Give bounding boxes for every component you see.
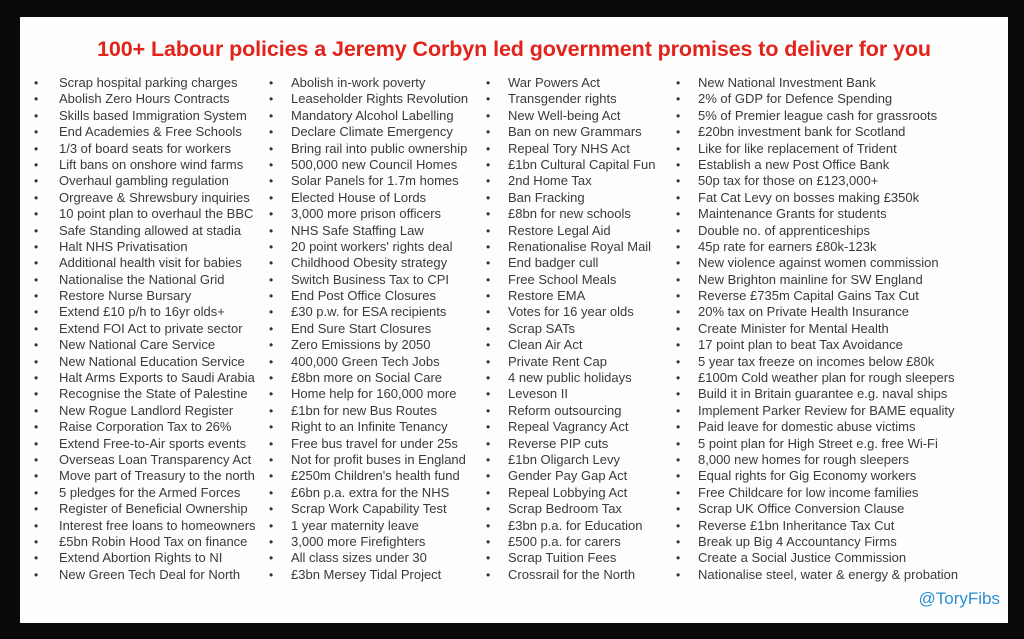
bullet-icon: • [34,239,39,254]
bullet-icon: • [676,551,681,566]
policy-text: Build it in Britain guarantee e.g. naval ships [698,386,948,402]
bullet-icon: • [676,321,681,336]
bullet-icon: • [676,354,681,369]
bullet-icon: • [486,108,491,123]
policy-text: Restore Legal Aid [508,222,611,238]
policy-text: Reverse PIP cuts [508,435,609,451]
bullet-icon: • [676,502,681,517]
poster-title: 100+ Labour policies a Jeremy Corbyn led government promises to deliver for you [97,37,931,61]
policy-text: Extend £10 p/h to 16yr olds+ [59,304,225,320]
bullet-icon: • [676,125,681,140]
bullet-icon: • [486,567,491,582]
bullet-icon: • [486,174,491,189]
bullet-icon: • [34,469,39,484]
policy-text: Establish a new Post Office Bank [698,156,890,172]
policy-text: Halt NHS Privatisation [59,238,188,254]
policy-text: Halt Arms Exports to Saudi Arabia [59,370,255,386]
policy-text: 5 point plan for High Street e.g. free Wi-Fi [698,435,938,451]
policy-text: End badger cull [508,255,599,271]
bullet-icon: • [486,207,491,222]
policy-text: Maintenance Grants for students [698,206,887,222]
bullet-icon: • [486,354,491,369]
bullet-icon: • [269,76,274,90]
bullet-icon: • [486,256,491,271]
bullet-icon: • [486,239,491,254]
policy-text: New Green Tech Deal for North [59,566,241,582]
bullet-icon: • [486,190,491,205]
policy-text: Equal rights for Gig Economy workers [698,468,917,484]
policy-text: Restore Nurse Bursary [59,288,192,304]
bullet-icon: • [269,289,274,304]
policy-text: 50p tax for those on £123,000+ [698,173,879,189]
bullet-icon: • [676,256,681,271]
bullet-icon: • [269,207,274,222]
bullet-icon: • [34,534,39,549]
bullet-icon: • [34,92,39,107]
bullet-icon: • [269,534,274,549]
policy-text: Home help for 160,000 more [291,386,457,402]
bullet-icon: • [486,534,491,549]
policy-text: 2% of GDP for Defence Spending [698,91,893,107]
policy-text: Scrap Bedroom Tax [508,501,622,517]
policy-text: Abolish Zero Hours Contracts [59,91,230,107]
policy-text: New Rogue Landlord Register [59,402,234,418]
policy-text: End Post Office Closures [291,288,436,304]
bullet-icon: • [486,272,491,287]
policy-text: Scrap SATs [508,320,575,336]
bullet-icon: • [486,420,491,435]
policy-text: Register of Beneficial Ownership [59,501,248,517]
twitter-handle: @ToryFibs [918,589,1000,608]
policy-text: New Well-being Act [508,107,621,123]
policy-text: £3bn p.a. for Education [508,517,643,533]
bullet-icon: • [269,256,274,271]
policy-text: Reverse £1bn Inheritance Tax Cut [698,517,895,533]
policy-text: Orgreave & Shrewsbury inquiries [59,189,250,205]
bullet-icon: • [34,305,39,320]
policy-text: 1 year maternity leave [291,517,419,533]
policy-text: £5bn Robin Hood Tax on finance [59,533,248,549]
policy-text: Bring rail into public ownership [291,140,468,156]
policy-text: £8bn for new schools [508,206,631,222]
policy-text: Right to an Infinite Tenancy [291,419,448,435]
policy-text: End Sure Start Closures [291,320,432,336]
policy-text: £8bn more on Social Care [291,370,443,386]
policy-text: Fat Cat Levy on bosses making £350k [698,189,920,205]
policy-text: Ban on new Grammars [508,124,642,140]
policy-text: £1bn Cultural Capital Fun [508,156,656,172]
policy-text: Abolish in-work poverty [291,75,426,90]
bullet-icon: • [486,387,491,402]
policy-text: Renationalise Royal Mail [508,238,652,254]
bullet-icon: • [34,403,39,418]
bullet-icon: • [486,125,491,140]
policy-text: £100m Cold weather plan for rough sleepers [698,370,955,386]
bullet-icon: • [269,403,274,418]
bullet-icon: • [269,551,274,566]
policy-text: Safe Standing allowed at stadia [59,222,242,238]
bullet-icon: • [676,518,681,533]
bullet-icon: • [269,223,274,238]
bullet-icon: • [269,92,274,107]
bullet-icon: • [486,502,491,517]
policy-text: Declare Climate Emergency [291,124,453,140]
policy-text: NHS Safe Staffing Law [291,222,424,238]
bullet-icon: • [676,272,681,287]
bullet-icon: • [676,174,681,189]
bullet-icon: • [486,289,491,304]
policy-text: All class sizes under 30 [291,550,427,566]
policy-text: Not for profit buses in England [291,451,466,467]
bullet-icon: • [34,289,39,304]
bullet-icon: • [676,469,681,484]
bullet-icon: • [486,92,491,107]
policy-text: Move part of Treasury to the north [59,468,255,484]
policy-text: Interest free loans to homeowners [59,517,256,533]
policy-text: 500,000 new Council Homes [291,156,458,172]
policy-text: Zero Emissions by 2050 [291,337,431,353]
bullet-icon: • [34,485,39,500]
policy-text: Repeal Lobbying Act [508,484,628,500]
policy-text: Private Rent Cap [508,353,607,369]
bullet-icon: • [676,305,681,320]
policy-text: End Academies & Free Schools [59,124,242,140]
policy-text: 20% tax on Private Health Insurance [698,304,910,320]
bullet-icon: • [34,354,39,369]
policy-text: 5% of Premier league cash for grassroots [698,107,938,123]
policy-text: Reverse £735m Capital Gains Tax Cut [698,288,919,304]
policy-text: Double no. of apprenticeships [698,222,871,238]
policy-text: Elected House of Lords [291,189,427,205]
policy-text: 5 year tax freeze on incomes below £80k [698,353,935,369]
bullet-icon: • [269,518,274,533]
bullet-icon: • [676,387,681,402]
policy-text: Mandatory Alcohol Labelling [291,107,454,123]
bullet-icon: • [676,403,681,418]
bullet-icon: • [676,436,681,451]
bullet-icon: • [269,239,274,254]
policy-text: 3,000 more prison officers [291,206,442,222]
bullet-icon: • [676,92,681,107]
policy-text: Like for like replacement of Trident [698,140,897,156]
policy-text: Restore EMA [508,288,586,304]
bullet-icon: • [269,420,274,435]
bullet-icon: • [34,551,39,566]
policy-text: Repeal Vagrancy Act [508,419,629,435]
policy-text: 1/3 of board seats for workers [59,140,231,156]
policy-text: Leveson II [508,386,568,402]
policy-text: New National Investment Bank [698,75,876,90]
bullet-icon: • [486,518,491,533]
bullet-icon: • [269,371,274,386]
bullet-icon: • [34,108,39,123]
bullet-icon: • [486,223,491,238]
policy-text: £30 p.w. for ESA recipients [291,304,447,320]
policy-text: New National Care Service [59,337,216,353]
policy-text: Nationalise the National Grid [59,271,225,287]
policy-text: New National Education Service [59,353,245,369]
policy-text: Skills based Immigration System [59,107,247,123]
bullet-icon: • [269,354,274,369]
policy-text: New Brighton mainline for SW England [698,271,923,287]
bullet-icon: • [269,157,274,172]
bullet-icon: • [269,338,274,353]
bullet-icon: • [269,485,274,500]
policy-text: Childhood Obesity strategy [291,255,448,271]
bullet-icon: • [269,125,274,140]
bullet-icon: • [269,108,274,123]
bullet-icon: • [269,502,274,517]
bullet-icon: • [269,272,274,287]
bullet-icon: • [269,436,274,451]
bullet-icon: • [269,141,274,156]
bullet-icon: • [486,403,491,418]
policy-text: 2nd Home Tax [508,173,592,189]
policy-text: Additional health visit for babies [59,255,242,271]
bullet-icon: • [34,371,39,386]
policy-text: 20 point workers' rights deal [291,238,453,254]
policy-text: Votes for 16 year olds [508,304,634,320]
bullet-icon: • [34,452,39,467]
bullet-icon: • [676,534,681,549]
bullet-icon: • [34,223,39,238]
bullet-icon: • [676,289,681,304]
bullet-icon: • [676,338,681,353]
policy-text: £1bn Oligarch Levy [508,451,621,467]
bullet-icon: • [486,338,491,353]
bullet-icon: • [34,76,39,90]
policy-text: Scrap Work Capability Test [291,501,447,517]
bullet-icon: • [676,452,681,467]
bullet-icon: • [486,551,491,566]
policy-text: 45p rate for earners £80k-123k [698,238,877,254]
policy-text: 8,000 new homes for rough sleepers [698,451,910,467]
bullet-icon: • [34,256,39,271]
policy-text: Extend Free-to-Air sports events [59,435,247,451]
policy-text: Ban Fracking [508,189,585,205]
policy-text: Create a Social Justice Commission [698,550,907,566]
policy-text: Free Childcare for low income families [698,484,919,500]
policy-text: Nationalise steel, water & energy & probation [698,566,959,582]
policy-text: Reform outsourcing [508,402,622,418]
bullet-icon: • [676,141,681,156]
bullet-icon: • [269,305,274,320]
policy-text: Recognise the State of Palestine [59,386,248,402]
bullet-icon: • [269,174,274,189]
bullet-icon: • [486,305,491,320]
bullet-icon: • [676,485,681,500]
policy-text: Extend Abortion Rights to NI [59,550,223,566]
policy-text: Extend FOI Act to private sector [59,320,243,336]
bullet-icon: • [34,518,39,533]
policy-text: Crossrail for the North [508,566,636,582]
bullet-icon: • [34,125,39,140]
bullet-icon: • [34,141,39,156]
policy-text: Overseas Loan Transparency Act [59,451,252,467]
policy-text: Leaseholder Rights Revolution [291,91,469,107]
bullet-icon: • [269,567,274,582]
bullet-icon: • [486,141,491,156]
policy-text: 10 point plan to overhaul the BBC [59,206,254,222]
bullet-icon: • [486,76,491,90]
policy-text: Overhaul gambling regulation [59,173,229,189]
policy-poster [20,17,1008,623]
bullet-icon: • [34,157,39,172]
bullet-icon: • [486,436,491,451]
policy-text: Break up Big 4 Accountancy Firms [698,533,897,549]
bullet-icon: • [676,420,681,435]
policy-text: Lift bans on onshore wind farms [59,156,244,172]
bullet-icon: • [676,239,681,254]
bullet-icon: • [486,321,491,336]
policy-text: 5 pledges for the Armed Forces [59,484,241,500]
bullet-icon: • [486,485,491,500]
bullet-icon: • [486,452,491,467]
bullet-icon: • [34,321,39,336]
bullet-icon: • [676,157,681,172]
bullet-icon: • [676,567,681,582]
policy-text: Gender Pay Gap Act [508,468,628,484]
policy-text: Paid leave for domestic abuse victims [698,419,916,435]
policy-text: War Powers Act [508,75,600,90]
bullet-icon: • [269,452,274,467]
policy-text: Create Minister for Mental Health [698,320,889,336]
bullet-icon: • [676,207,681,222]
policy-text: Switch Business Tax to CPI [291,271,449,287]
policy-text: £250m Children's health fund [291,468,460,484]
policy-text: Scrap UK Office Conversion Clause [698,501,905,517]
bullet-icon: • [269,387,274,402]
bullet-icon: • [676,371,681,386]
policy-text: £20bn investment bank for Scotland [698,124,906,140]
bullet-icon: • [34,272,39,287]
policy-text: Scrap hospital parking charges [59,75,238,90]
bullet-icon: • [676,190,681,205]
bullet-icon: • [486,469,491,484]
bullet-icon: • [34,190,39,205]
policy-text: Scrap Tuition Fees [508,550,617,566]
bullet-icon: • [269,321,274,336]
bullet-icon: • [34,338,39,353]
policy-text: £1bn for new Bus Routes [291,402,437,418]
policy-text: £3bn Mersey Tidal Project [291,566,442,582]
policy-text: 400,000 Green Tech Jobs [291,353,440,369]
bullet-icon: • [676,76,681,90]
policy-text: 4 new public holidays [508,370,632,386]
bullet-icon: • [34,387,39,402]
bullet-icon: • [269,190,274,205]
policy-text: Free School Meals [508,271,617,287]
bullet-icon: • [269,469,274,484]
policy-text: Repeal Tory NHS Act [508,140,630,156]
policy-text: Raise Corporation Tax to 26% [59,419,232,435]
policy-text: £500 p.a. for carers [508,533,621,549]
policy-text: 17 point plan to beat Tax Avoidance [698,337,903,353]
bullet-icon: • [34,420,39,435]
bullet-icon: • [676,108,681,123]
bullet-icon: • [34,174,39,189]
policy-text: New violence against women commission [698,255,939,271]
bullet-icon: • [486,371,491,386]
policy-text: Solar Panels for 1.7m homes [291,173,459,189]
bullet-icon: • [34,567,39,582]
policy-text: Transgender rights [508,91,617,107]
policy-text: Free bus travel for under 25s [291,435,458,451]
bullet-icon: • [34,207,39,222]
policy-text: 3,000 more Firefighters [291,533,426,549]
bullet-icon: • [486,157,491,172]
policy-text: Implement Parker Review for BAME equality [698,402,955,418]
bullet-icon: • [676,223,681,238]
bullet-icon: • [34,436,39,451]
bullet-icon: • [34,502,39,517]
policy-text: Clean Air Act [508,337,583,353]
policy-text: £6bn p.a. extra for the NHS [291,484,450,500]
